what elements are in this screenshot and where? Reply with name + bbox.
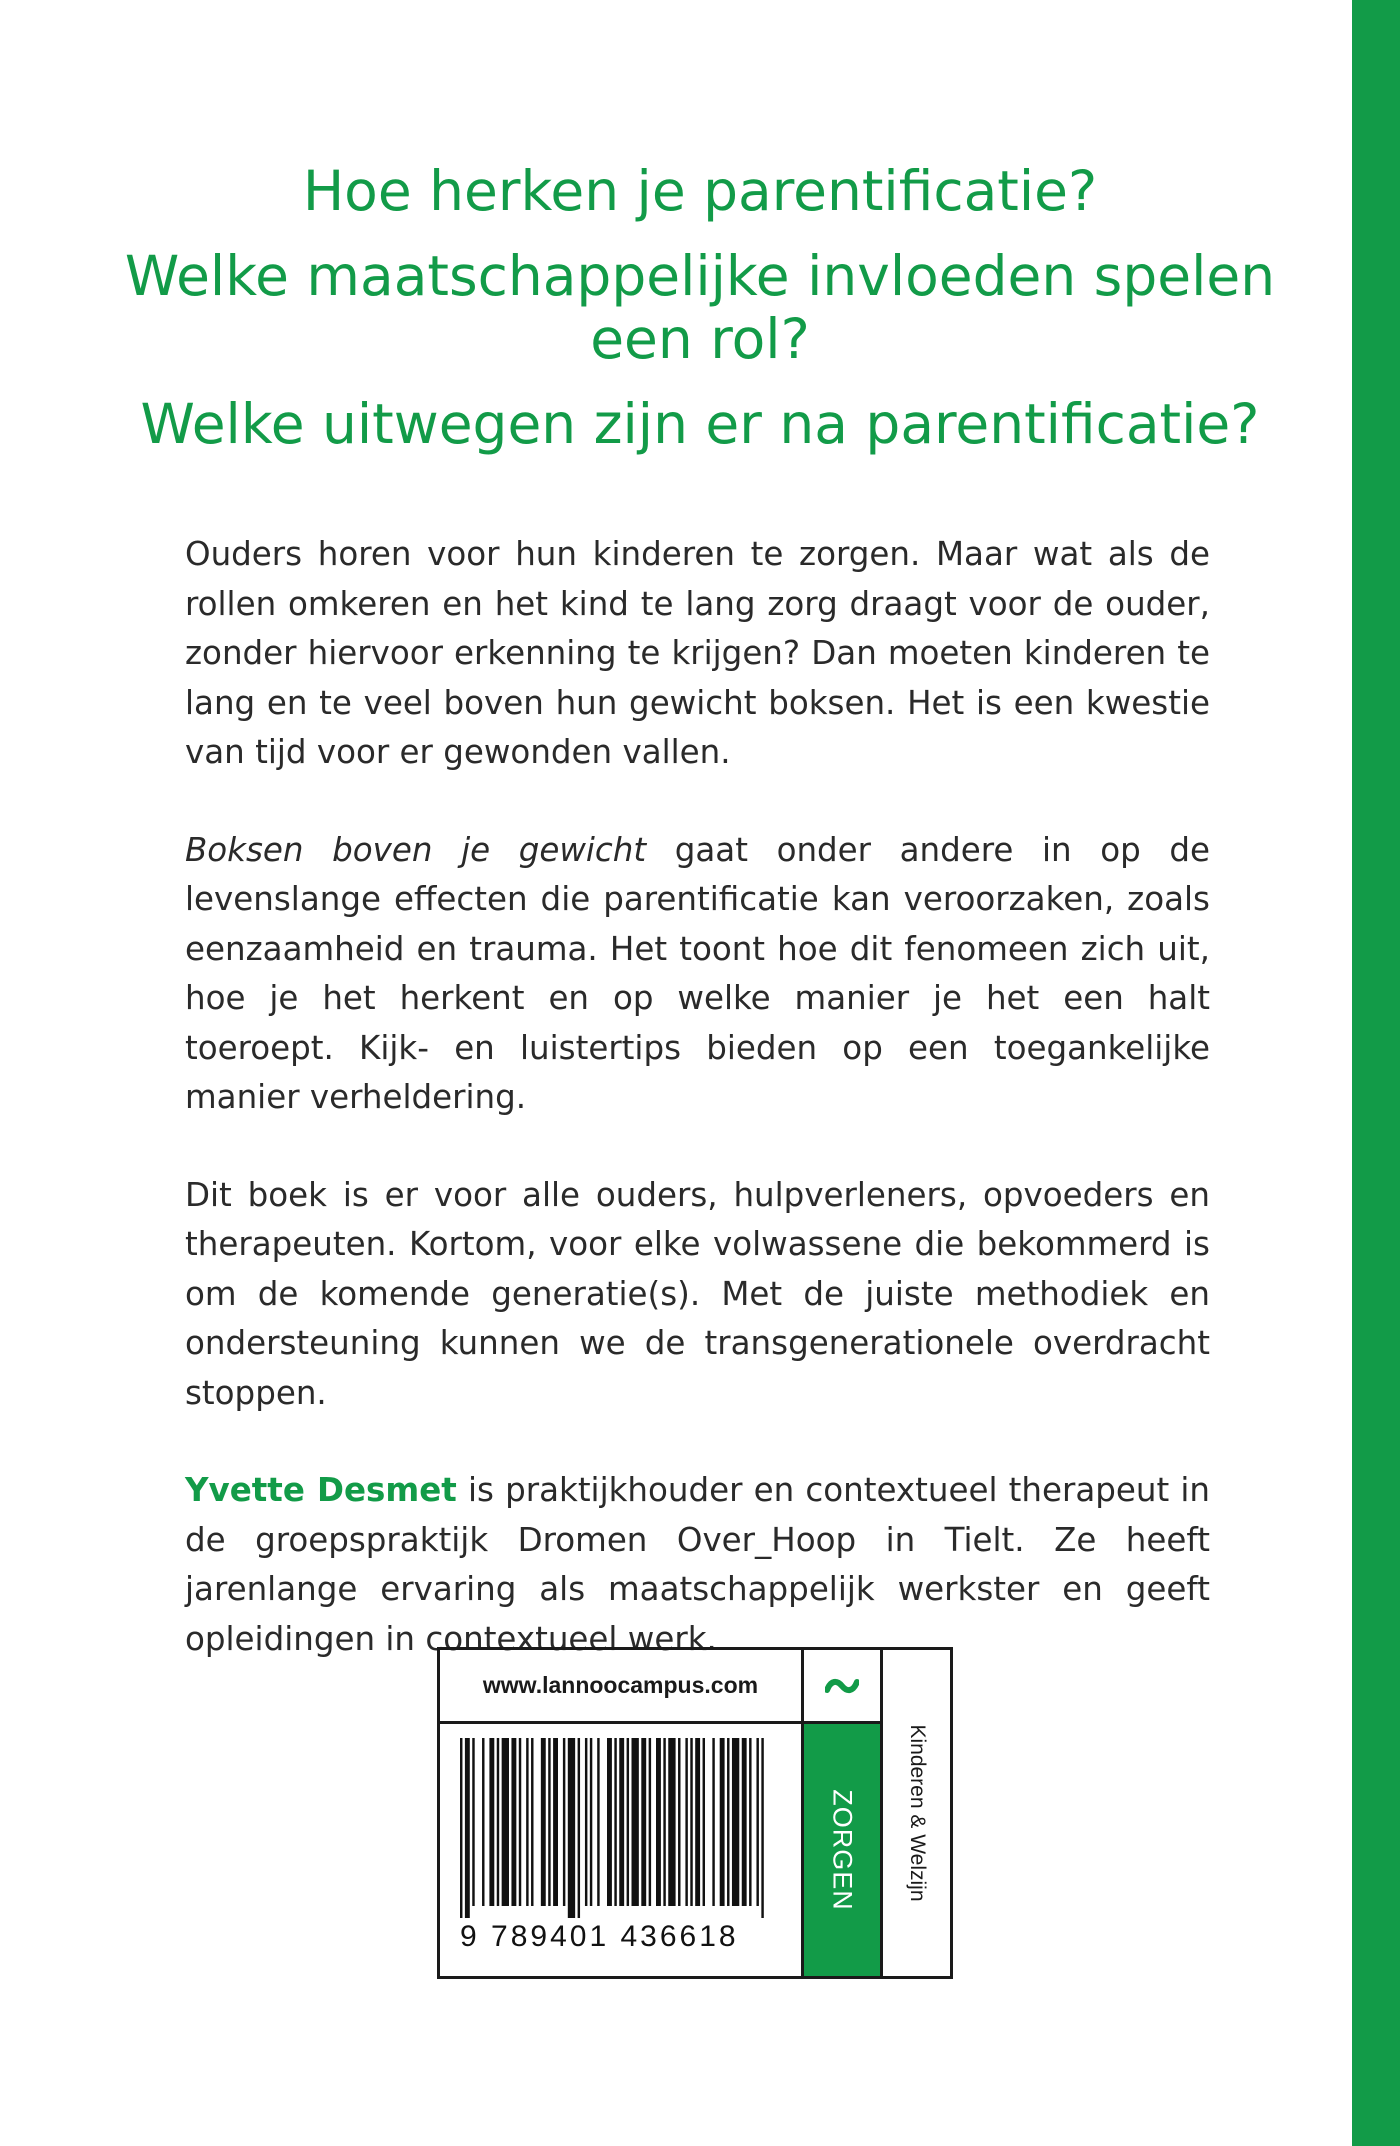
barcode-bar [590,1738,592,1906]
barcode-bar [742,1738,747,1906]
barcode-bar [465,1738,470,1918]
barcode-bar [502,1738,509,1906]
barcode-bar [460,1738,462,1918]
barcode-bar [678,1738,680,1906]
barcode-bar [482,1738,484,1906]
blurb [185,530,1210,1712]
category-label: ZORGEN [827,1789,858,1911]
book-title: Boksen boven je gewicht [185,830,647,869]
headline-questions [120,160,1280,456]
blurb-paragraph-2 [185,826,1210,1123]
barcode-area [440,1724,804,1976]
barcode-bar [568,1738,575,1918]
blurb-paragraph-1: Ouders horen voor hun kinderen te zorgen. Maar wat als de rollen omkeren en het kind te lang zorg draagt voor de ouder, zonder hiervoor erkenning te krijgen? Dan moeten kinderen te lang en te veel boven hun gewicht boksen. Het is een kwestie van tijd voor er gewonden vallen. [185,535,1210,771]
barcode-bar [472,1738,474,1906]
barcode-bar [656,1738,661,1906]
barcode-bar [553,1738,558,1906]
headline-question-3: Welke uitwegen zijn er na parentificatie? [140,392,1260,456]
green-spine-strip [1352,0,1400,2146]
tilde-logo-icon [825,1676,859,1696]
headline-question-1: Hoe herken je parentificatie? [302,159,1098,223]
barcode-bar [649,1738,651,1906]
barcode-bar [497,1738,499,1906]
barcode-bar [614,1738,616,1906]
barcode-bar [541,1738,546,1906]
barcode-bar [727,1738,729,1906]
blurb-paragraph-3: Dit boek is er voor alle ouders, hulpverleners, opvoeders en therapeuten. Kortom, voor elke volwassene die bekommerd is om de komende generatie(s). Met de juiste methodiek en ondersteuning kunnen we de transgenerationele overdracht stoppen. [185,1175,1210,1412]
barcode-bar [585,1738,587,1906]
barcode-bar [690,1738,692,1906]
barcode-bar [663,1738,665,1906]
headline-question-2: Welke maatschappelijke invloeden spelen een rol? [124,244,1276,371]
barcode-bar [619,1738,624,1906]
category-label-cell [804,1724,880,1976]
barcode-bar [607,1738,612,1906]
subject-label: Kinderen & Welzijn [905,1724,929,1902]
author-name: Yvette Desmet [185,1471,457,1509]
barcode-bar [712,1738,714,1906]
barcode-bars [460,1738,780,1918]
barcode-bar [641,1738,646,1906]
barcode-bar [732,1738,739,1906]
blurb-paragraph-2-text: gaat onder andere in op de levenslange effecten die parentificatie kan veroorzaken, zoals eenzaamheid en trauma. Het toont hoe dit fenomeen zich uit, hoe je het herkent en op welke manier je het een halt toeroept. Kijk- en luistertips bieden op een toegankelijke manier verheldering. [185,830,1210,1116]
barcode-bar [720,1738,725,1906]
barcode-bar [489,1738,494,1906]
barcode-bar [548,1738,550,1906]
isbn-number: 9 789401 436618 [460,1920,739,1953]
barcode-block [437,1647,953,1979]
publisher-url: www.lannoocampus.com [440,1650,804,1724]
author-bio [185,1466,1210,1664]
barcode-bar [627,1738,629,1906]
barcode-bar [563,1738,565,1906]
barcode-bar [632,1738,639,1906]
barcode-bar [531,1738,533,1906]
barcode-bar [756,1738,758,1906]
barcode-bar [761,1738,763,1918]
publisher-logo [804,1650,880,1724]
barcode-bar [668,1738,675,1906]
barcode-bar [749,1738,751,1906]
author-bio-text: is praktijkhouder en contextueel therapeut in de groepspraktijk Dromen Over_Hoop in Tielt. Ze heeft jarenlange ervaring als maatschappelijk werkster en geeft opleidingen in contextueel werk. [185,1471,1211,1658]
barcode-bar [685,1738,687,1906]
barcode-bar [703,1738,705,1906]
barcode-bar [695,1738,700,1906]
barcode-bar [519,1738,521,1906]
barcode-bar [578,1738,580,1918]
barcode-bar [511,1738,516,1906]
barcode-bar [597,1738,599,1906]
barcode-bar [526,1738,528,1906]
subject-label-cell [880,1650,950,1976]
